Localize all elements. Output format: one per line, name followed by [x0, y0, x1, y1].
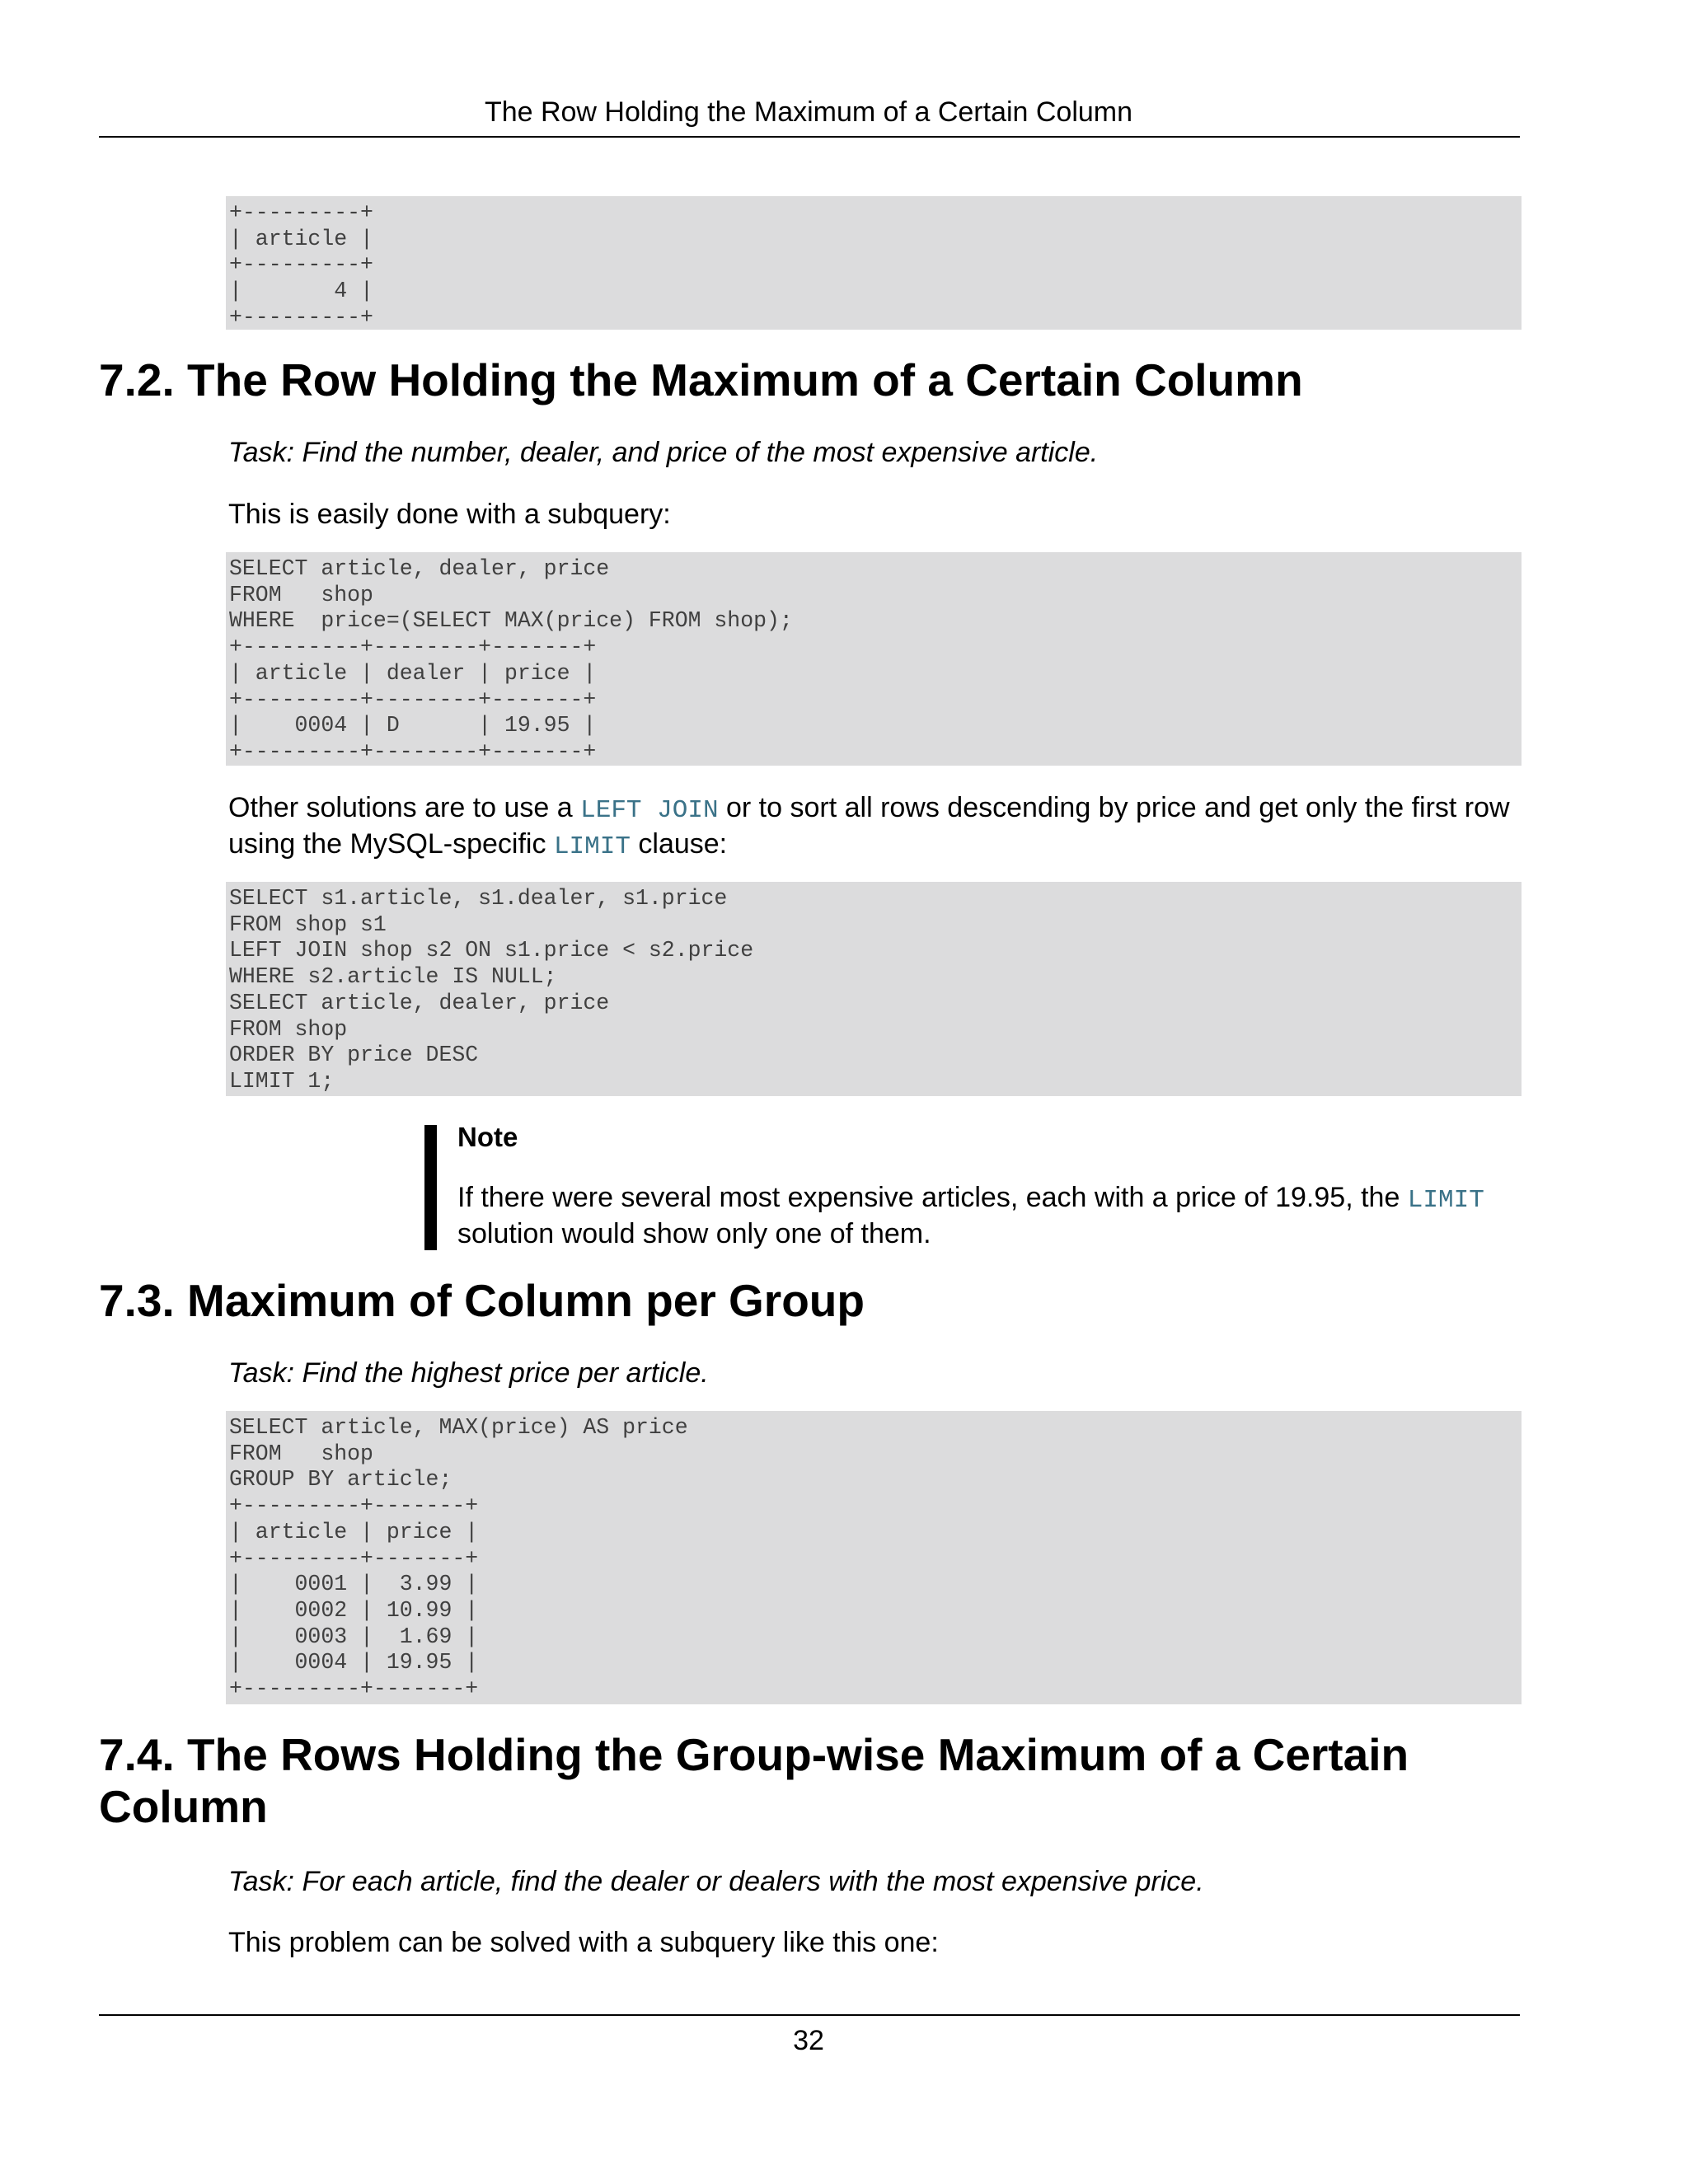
running-header: The Row Holding the Maximum of a Certain Column: [484, 96, 1133, 128]
text-run: clause:: [630, 828, 728, 860]
note-bar: [424, 1125, 437, 1250]
text-run: If there were several most expensive articles, each with a price of 19.95, the: [457, 1182, 1408, 1213]
code-link-limit[interactable]: LIMIT: [1407, 1186, 1484, 1215]
text-run: or to sort all rows descending by price and get only the first row using the MySQL-specific: [228, 792, 1510, 860]
body-text: This is easily done with a subquery:: [228, 499, 671, 530]
code-block-left-join: SELECT s1.article, s1.dealer, s1.price FROM shop s1 LEFT JOIN shop s2 ON s1.price < s2.price WHERE s2.article IS NULL; SELECT article, dealer, price FROM shop ORDER BY price DESC LIMIT 1;: [226, 882, 1522, 1096]
task-text: Task: For each article, find the dealer or dealers with the most expensive price.: [228, 1866, 1204, 1897]
code-block-group-max: SELECT article, MAX(price) AS price FROM shop GROUP BY article; +---------+-------+ | article | price | +---------+-------+ | 0001 | 3.99 | | 0002 | 10.99 | | 0003 | 1.69 | | 0004 | 19.95 | +---------+-------+: [226, 1411, 1522, 1704]
code-link-limit[interactable]: LIMIT: [553, 832, 631, 861]
code-block-article-result: +---------+ | article | +---------+ | 4 | +---------+: [226, 196, 1522, 330]
header-rule: [99, 136, 1520, 138]
section-heading-7-4: 7.4. The Rows Holding the Group-wise Maximum of a Certain Column: [99, 1729, 1409, 1832]
text-run: solution would show only one of them.: [457, 1218, 931, 1249]
task-text: Task: Find the number, dealer, and price of the most expensive article.: [228, 437, 1099, 468]
task-text: Task: Find the highest price per article.: [228, 1357, 709, 1389]
code-link-left-join[interactable]: LEFT JOIN: [580, 796, 719, 825]
page-number: 32: [793, 2025, 824, 2056]
note-title: Note: [457, 1122, 518, 1152]
footer-rule: [99, 2014, 1520, 2016]
code-block-max-price: SELECT article, dealer, price FROM shop WHERE price=(SELECT MAX(price) FROM shop); +---------+--------+-------+ | article | dealer | price | +---------+--------+-------+ | 0004 | D | 19.95 | +---------+--------+-------+: [226, 552, 1522, 766]
body-text-other-solutions: [228, 791, 1522, 864]
section-heading-7-2: 7.2. The Row Holding the Maximum of a Certain Column: [99, 354, 1303, 405]
body-text: This problem can be solved with a subquery like this one:: [228, 1927, 939, 1958]
text-run: Other solutions are to use a: [228, 792, 581, 823]
section-heading-7-3: 7.3. Maximum of Column per Group: [99, 1275, 865, 1326]
note-text: [457, 1181, 1529, 1250]
